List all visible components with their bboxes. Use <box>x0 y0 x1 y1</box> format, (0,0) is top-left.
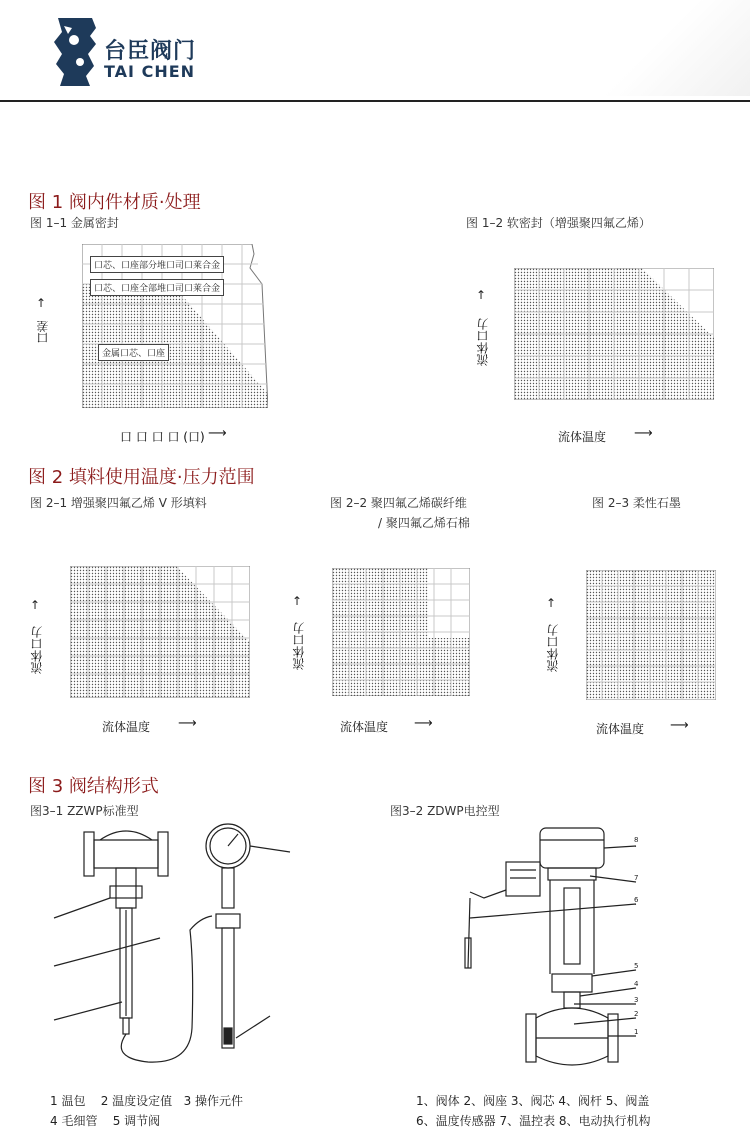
fig1-1-y-axis-label: 口差 <box>36 320 50 344</box>
fig1-1-caption: 图 1–1 金属密封 <box>30 216 119 230</box>
fig3-2-callout-7: 7 <box>634 874 639 882</box>
logo <box>52 14 98 88</box>
fig2-1-x-arrow-icon: ⟶ <box>178 716 197 731</box>
logo-emblem-icon <box>52 14 98 88</box>
fig2-1-y-arrow-icon: ↑ <box>30 598 41 612</box>
fig2-3-caption: 图 2–3 柔性石墨 <box>592 496 681 510</box>
fig1-2-chart <box>514 268 714 400</box>
fig2-1-x-axis-label: 流体温度 <box>102 720 151 734</box>
fig2-2-x-axis-label: 流体温度 <box>340 720 389 734</box>
fig1-2-y-axis-label: 流体口力 <box>476 318 490 366</box>
section3-title: 图 3 阀结构形式 <box>28 776 159 797</box>
brand-name-en: TAI CHEN <box>104 62 196 81</box>
fig3-2-callout-6: 6 <box>634 896 639 904</box>
fig1-1-x-axis-label: 口 口 口 口 (口) <box>120 430 205 444</box>
fig3-2-callout-2: 2 <box>634 1010 639 1018</box>
fig2-2-caption-line2: / 聚四氟乙烯石棉 <box>378 516 470 530</box>
fig1-1-label-full: 口芯、口座全部堆口司口莱合金 <box>90 279 224 296</box>
fig3-1-drawing <box>40 818 300 1078</box>
fig3-1-legend-line1: 1 温包 2 温度设定值 3 操作元件 <box>50 1094 244 1108</box>
fig1-2-x-axis-label: 流体温度 <box>558 430 607 444</box>
fig3-2-callout-4: 4 <box>634 980 639 988</box>
fig3-2-callout-3: 3 <box>634 996 639 1004</box>
fig2-2-caption-line1: 图 2–2 聚四氟乙烯碳纤维 <box>330 496 467 510</box>
fig2-2-x-arrow-icon: ⟶ <box>414 716 433 731</box>
fig1-1-x-arrow-icon: ⟶ <box>208 426 227 441</box>
fig1-2-y-arrow-icon: ↑ <box>476 288 487 302</box>
fig1-2-x-arrow-icon: ⟶ <box>634 426 653 441</box>
fig2-1-y-axis-label: 流体口力 <box>30 626 44 674</box>
fig3-2-drawing <box>440 818 720 1080</box>
fig1-1-label-partial: 口芯、口座部分堆口司口莱合金 <box>90 256 224 273</box>
fig2-3-x-arrow-icon: ⟶ <box>670 718 689 733</box>
fig3-2-caption: 图3–2 ZDWP电控型 <box>390 804 500 818</box>
fig2-2-y-axis-label: 流体口力 <box>292 622 306 670</box>
fig3-2-callout-8: 8 <box>634 836 639 844</box>
section2-title: 图 2 填料使用温度·压力范围 <box>28 467 255 488</box>
brand-name-cn: 台臣阀门 <box>104 39 197 64</box>
fig3-2-callout-1: 1 <box>634 1028 639 1036</box>
fig1-1-y-arrow-icon: ↑ <box>36 296 47 310</box>
fig2-2-chart <box>332 568 470 696</box>
header-divider <box>0 100 750 102</box>
fig2-3-x-axis-label: 流体温度 <box>596 722 645 736</box>
header-decoration <box>600 0 750 96</box>
fig3-1-legend-line2: 4 毛细管 5 调节阀 <box>50 1114 161 1128</box>
fig2-2-y-arrow-icon: ↑ <box>292 594 303 608</box>
fig2-3-y-axis-label: 流体口力 <box>546 624 560 672</box>
fig3-2-callout-5: 5 <box>634 962 639 970</box>
fig2-3-chart <box>586 570 716 700</box>
fig1-2-caption: 图 1–2 软密封（增强聚四氟乙烯） <box>466 216 651 230</box>
fig2-1-caption: 图 2–1 增强聚四氟乙烯 V 形填料 <box>30 496 207 510</box>
fig1-1-label-metal: 金属口芯、口座 <box>98 344 169 361</box>
fig3-2-legend-line2: 6、温度传感器 7、温控表 8、电动执行机构 <box>416 1114 651 1128</box>
fig2-1-chart <box>70 566 250 698</box>
fig3-1-caption: 图3–1 ZZWP标准型 <box>30 804 139 818</box>
fig3-2-legend-line1: 1、阀体 2、阀座 3、阀芯 4、阀杆 5、阀盖 <box>416 1094 650 1108</box>
section1-title: 图 1 阀内件材质·处理 <box>28 192 201 213</box>
fig2-3-y-arrow-icon: ↑ <box>546 596 557 610</box>
